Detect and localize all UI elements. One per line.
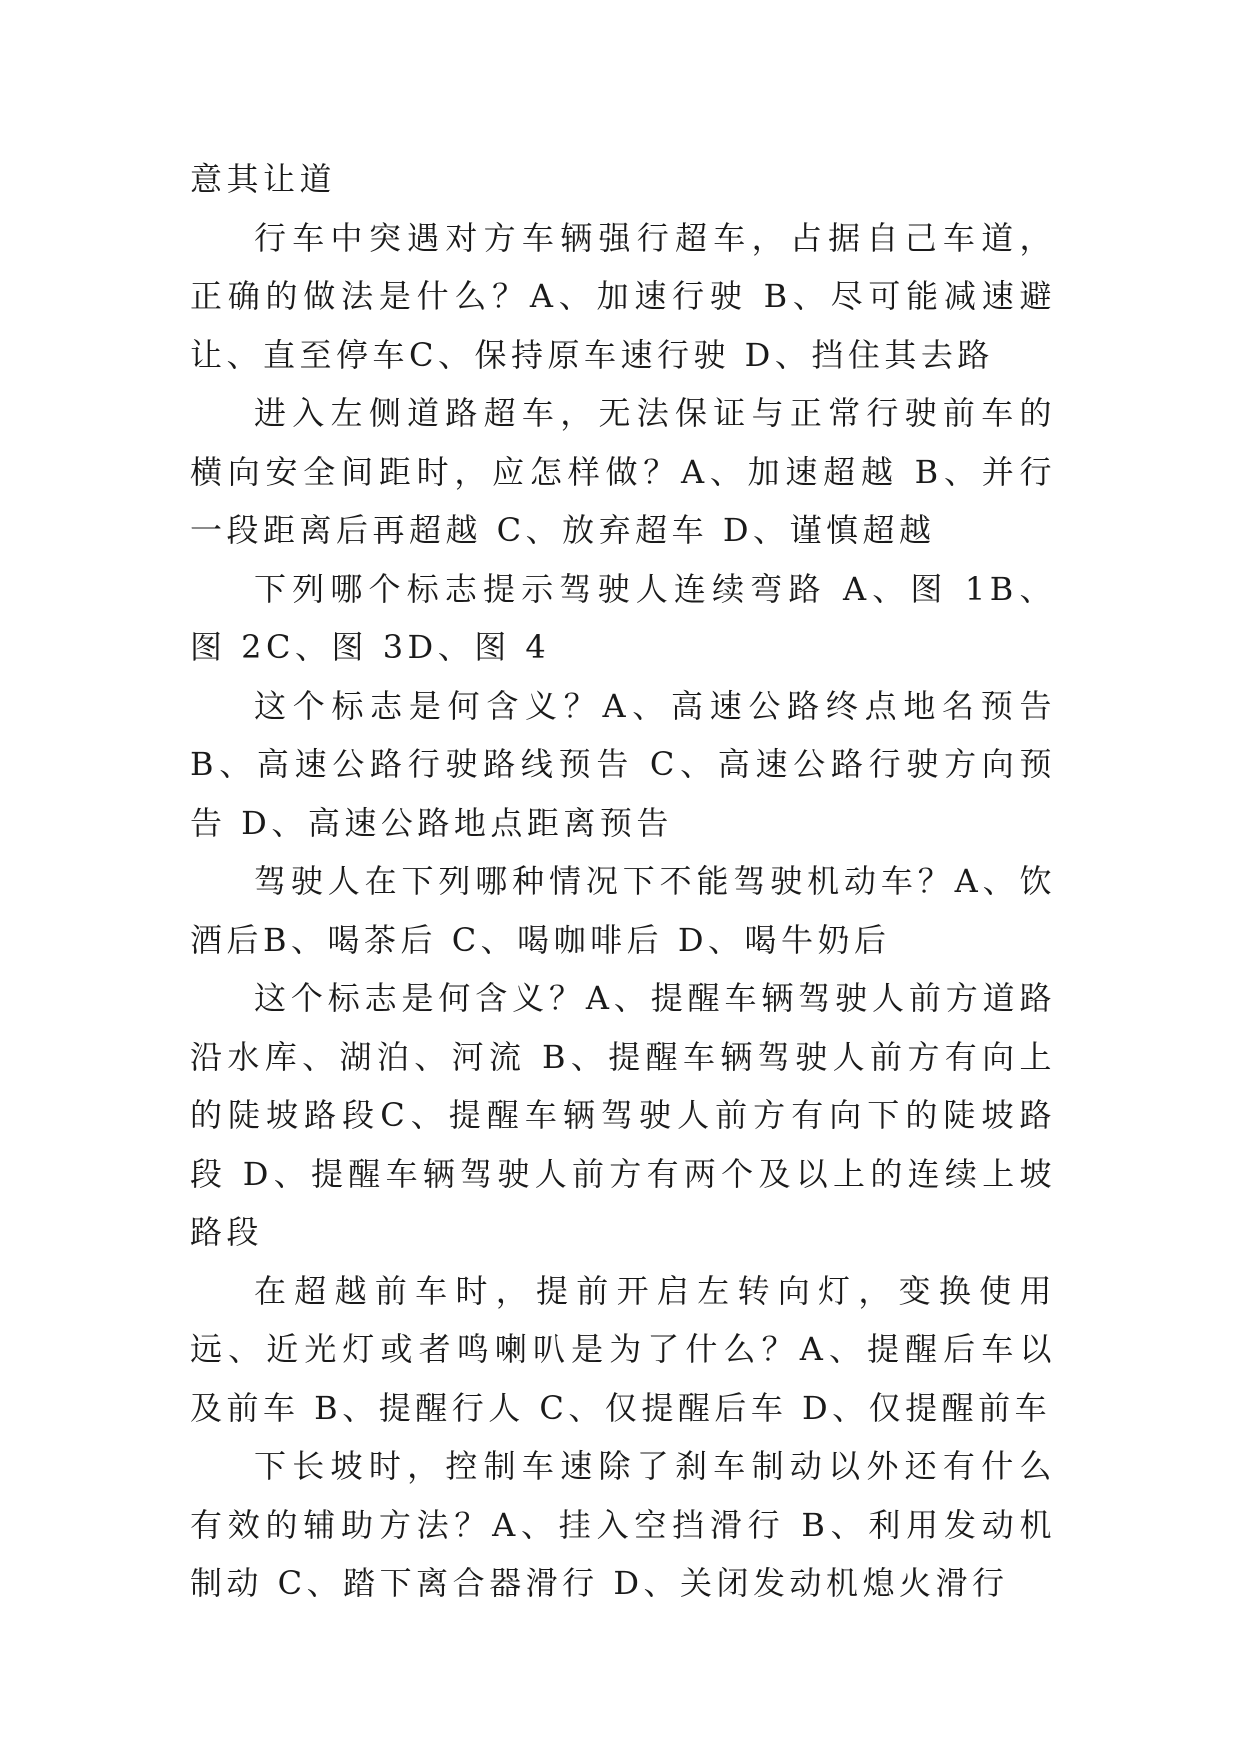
paragraph-continuation: 意其让道 xyxy=(190,160,337,198)
question-paragraph: 在超越前车时，提前开启左转向灯，变换使用远、近光灯或者鸣喇叭是为了什么？A、提醒后车以及前车 B、提醒行人 C、仅提醒后车 D、仅提醒前车 xyxy=(190,1271,1056,1427)
question-paragraph: 这个标志是何含义？A、提醒车辆驾驶人前方道路沿水库、湖泊、河流 B、提醒车辆驾驶人前方有向上的陡坡路段C、提醒车辆驾驶人前方有向下的陡坡路段 D、提醒车辆驾驶人前方有两个及以上的连续上坡路段 xyxy=(190,979,1056,1251)
question-paragraph: 下列哪个标志提示驾驶人连续弯路 A、图 1B、图 2C、图 3D、图 4 xyxy=(190,569,1056,666)
question-paragraph: 行车中突遇对方车辆强行超车，占据自己车道，正确的做法是什么？A、加速行驶 B、尽可能减速避让、直至停车C、保持原车速行驶 D、挡住其去路 xyxy=(190,218,1056,374)
question-paragraph: 驾驶人在下列哪种情况下不能驾驶机动车？A、饮酒后B、喝茶后 C、喝咖啡后 D、喝牛奶后 xyxy=(190,862,1056,959)
document-body xyxy=(190,150,1056,1613)
question-paragraph: 进入左侧道路超车，无法保证与正常行驶前车的横向安全间距时，应怎样做？A、加速超越 B、并行一段距离后再超越 C、放弃超车 D、谨慎超越 xyxy=(190,394,1056,549)
question-paragraph: 这个标志是何含义？A、高速公路终点地名预告 B、高速公路行驶路线预告 C、高速公路行驶方向预告 D、高速公路地点距离预告 xyxy=(190,686,1056,842)
question-paragraph: 下长坡时，控制车速除了刹车制动以外还有什么有效的辅助方法？A、挂入空挡滑行 B、利用发动机制动 C、踏下离合器滑行 D、关闭发动机熄火滑行 xyxy=(190,1447,1056,1602)
